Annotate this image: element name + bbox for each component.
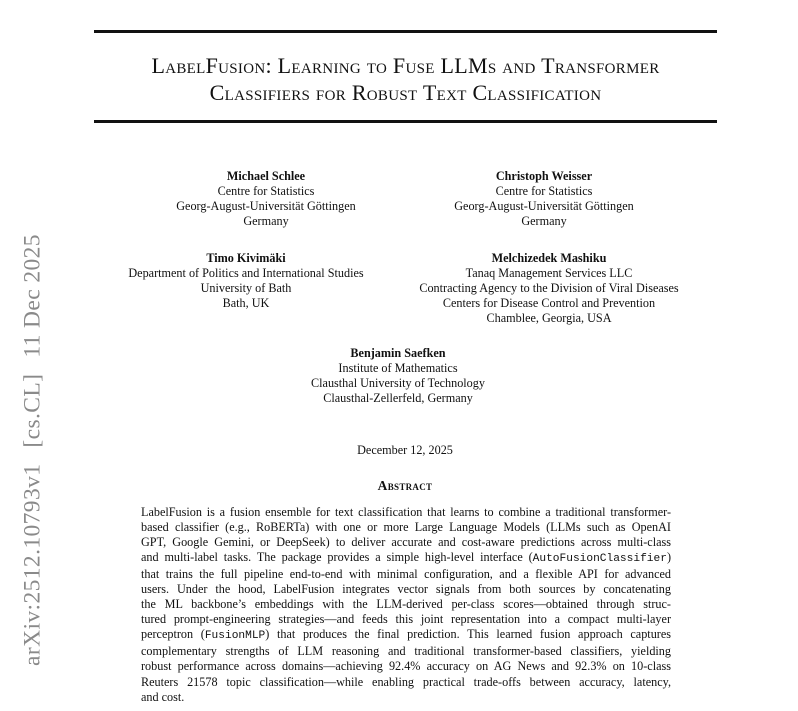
author-affiliation: Department of Politics and International Studies <box>128 266 364 280</box>
author-affiliation: University of Bath <box>200 281 292 295</box>
author-block <box>128 251 363 311</box>
author-affiliation: Germany <box>243 214 289 228</box>
author-affiliation: Bath, UK <box>222 296 270 310</box>
abstract-line: and cost. <box>141 689 185 704</box>
author-affiliation: Centre for Statistics <box>495 184 593 198</box>
abstract-line <box>141 550 671 567</box>
arxiv-identifier <box>20 234 47 666</box>
author-name: Melchizedek Mashiku <box>491 251 607 265</box>
author-affiliation: Centers for Disease Control and Prevention <box>442 296 656 310</box>
author-affiliation: Tanaq Management Services LLC <box>465 266 633 280</box>
author-name: Benjamin Saefken <box>350 346 446 360</box>
abstract-text: ) that produces the final prediction. This learned fusion approach captures <box>265 627 671 642</box>
author-affiliation: Centre for Statistics <box>217 184 315 198</box>
abstract-line: Reuters 21578 topic classification—while enabling practical trade-offs between accuracy, latency, <box>141 674 671 689</box>
abstract-line: tured prompt-engineering strategies—and feeds this joint representation into a compact multi-layer <box>141 612 671 627</box>
author-affiliation: Georg-August-Universität Göttingen <box>454 199 634 213</box>
author-block <box>419 251 678 326</box>
author-affiliation: Clausthal University of Technology <box>311 376 485 390</box>
author-name: Michael Schlee <box>226 169 306 183</box>
abstract-body <box>141 505 671 705</box>
author-affiliation: Contracting Agency to the Division of Viral Diseases <box>419 281 679 295</box>
paper-title <box>94 52 717 106</box>
abstract-text: and multi-label tasks. The package provides a simple high-level interface ( <box>141 550 533 565</box>
abstract-text: ) <box>666 550 671 565</box>
author-block <box>454 169 634 229</box>
title-rule-bottom <box>94 120 717 123</box>
author-block <box>311 346 485 406</box>
abstract-line: complementary strengths of LLM reasoning and traditional transformer-based classifiers, yielding <box>141 644 671 659</box>
author-block <box>176 169 356 229</box>
arxiv-date: 11 Dec 2025 <box>19 234 46 358</box>
author-affiliation: Chamblee, Georgia, USA <box>486 311 612 325</box>
author-affiliation: Clausthal-Zellerfeld, Germany <box>323 391 473 405</box>
arxiv-category: [cs.CL] <box>19 373 46 448</box>
abstract-line: based classifier (e.g., RoBERTa) with one or more Large Language Models (LLMs such as OpenAI <box>141 520 671 535</box>
abstract-line: LabelFusion is a fusion ensemble for text classification that learns to combine a traditional transformer- <box>141 505 671 519</box>
title-line-1: LabelFusion: Learning to Fuse LLMs and Transformer <box>151 53 660 78</box>
abstract-line: users. Under the hood, LabelFusion integrates vector signals from both sources by concatenating <box>141 582 671 597</box>
title-line-2: Classifiers for Robust Text Classification <box>209 80 602 105</box>
author-name: Christoph Weisser <box>495 169 593 183</box>
abstract-line: that trains the full pipeline end-to-end with minimal configuration, and a flexible API for advanced <box>141 567 671 582</box>
abstract-text: perceptron ( <box>141 627 205 642</box>
author-affiliation: Institute of Mathematics <box>338 361 458 375</box>
title-rule-top <box>94 30 717 33</box>
code-fusionmlp: FusionMLP <box>204 630 266 643</box>
author-name: Timo Kivimäki <box>206 251 286 265</box>
abstract-line <box>141 627 671 644</box>
arxiv-id: arXiv:2512.10793v1 <box>19 463 46 666</box>
author-affiliation: Georg-August-Universität Göttingen <box>176 199 356 213</box>
paper-date: December 12, 2025 <box>357 443 453 457</box>
code-autofusionclassifier: AutoFusionClassifier <box>532 553 667 566</box>
abstract-line: robust performance across domains—achieving 92.4% accuracy on AG News and 92.3% on 10-class <box>141 659 671 674</box>
abstract-line: the ML backbone’s embeddings with the LLM-derived per-class scores—obtained through struc- <box>141 597 671 612</box>
abstract-line: GPT, Google Gemini, or DeepSeek) to deliver accurate and cost-aware predictions across multi-class <box>141 535 671 550</box>
abstract-heading: Abstract <box>377 478 433 493</box>
author-affiliation: Germany <box>521 214 567 228</box>
